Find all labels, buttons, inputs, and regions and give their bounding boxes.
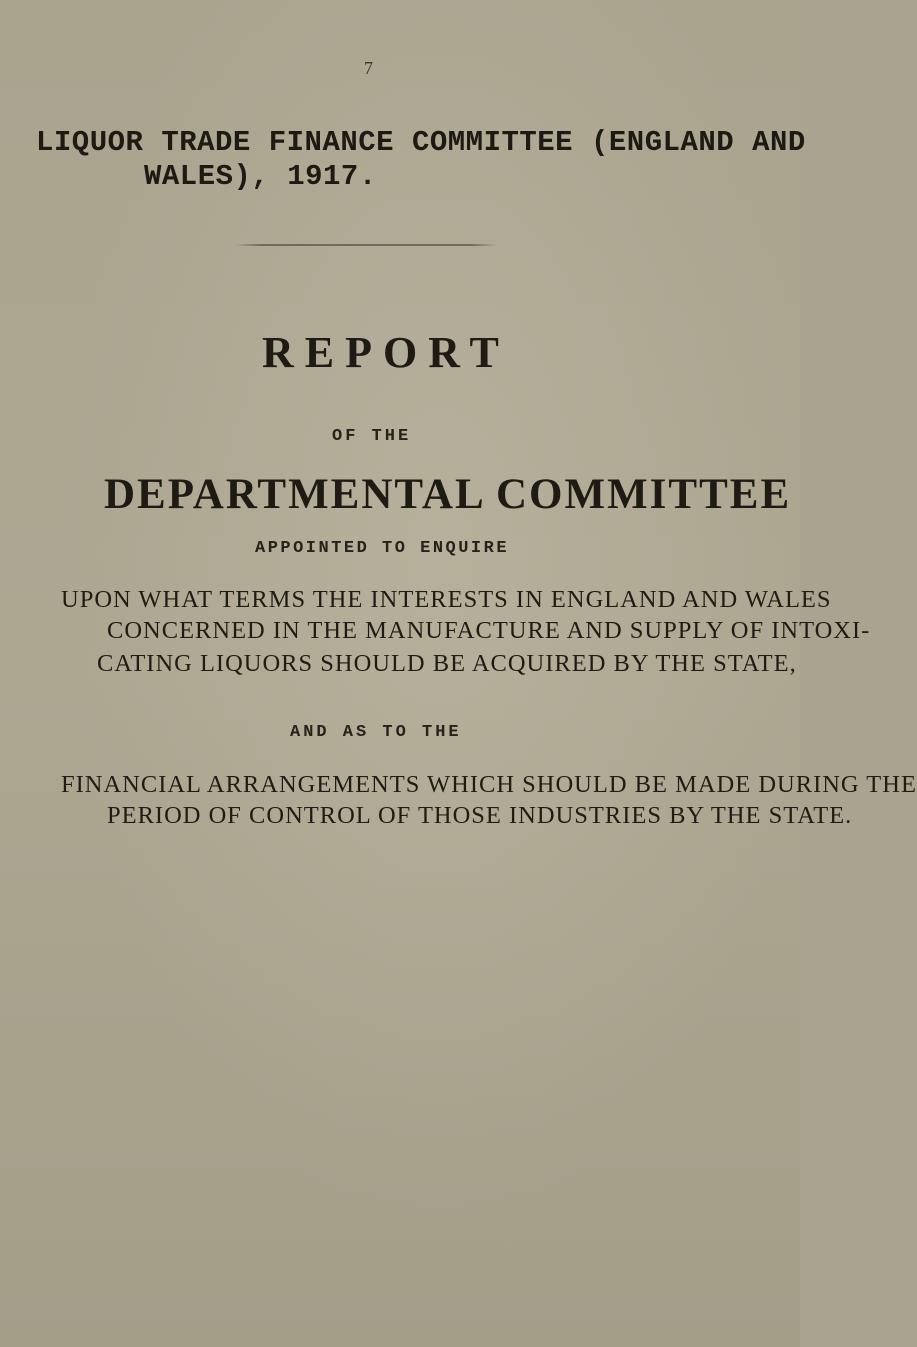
page-number: 7 xyxy=(364,58,373,78)
and-as-the-label: AND AS TO THE xyxy=(290,723,462,742)
document-title-line-2: WALES), 1917. xyxy=(144,160,377,193)
remit-line-3: CATING LIQUORS SHOULD BE ACQUIRED BY THE STATE, xyxy=(97,650,797,677)
of-the-label: OF THE xyxy=(332,427,412,446)
appointed-label: APPOINTED TO ENQUIRE xyxy=(255,539,510,558)
financial-line-2: PERIOD OF CONTROL OF THOSE INDUSTRIES BY THE STATE. xyxy=(107,802,853,829)
remit-line-2: CONCERNED IN THE MANUFACTURE AND SUPPLY OF INTOXI- xyxy=(107,617,871,644)
committee-name: DEPARTMENTAL COMMITTEE xyxy=(104,471,792,518)
financial-line-1: FINANCIAL ARRANGEMENTS WHICH SHOULD BE MADE DURING THE xyxy=(61,771,917,798)
report-heading: REPORT xyxy=(262,328,510,377)
remit-line-1: UPON WHAT TERMS THE INTERESTS IN ENGLAND AND WALES xyxy=(61,586,832,613)
title-divider xyxy=(235,244,497,246)
document-title-line-1: LIQUOR TRADE FINANCE COMMITTEE (ENGLAND AND xyxy=(36,126,806,159)
